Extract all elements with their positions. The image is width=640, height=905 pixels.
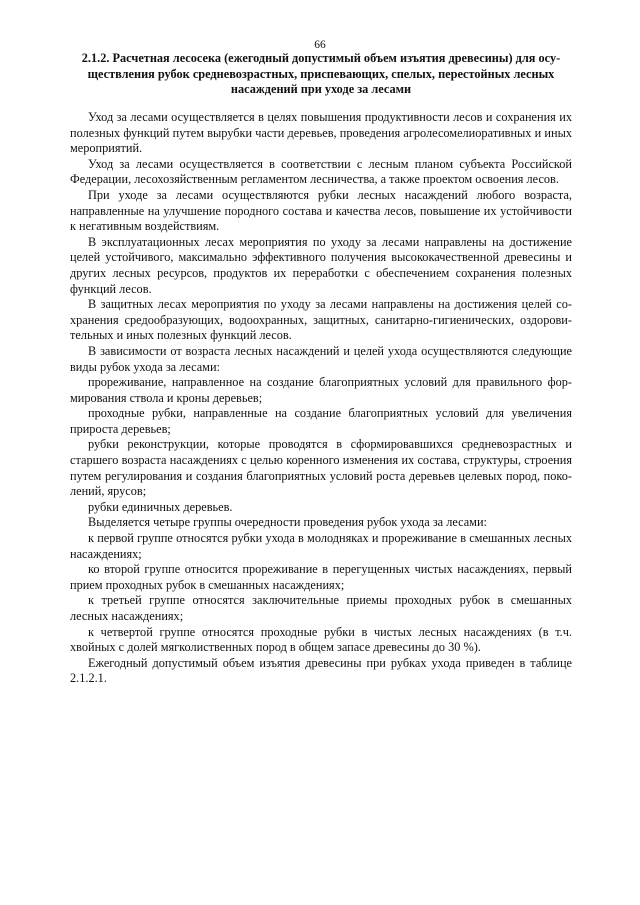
section-heading: 2.1.2. Расчетная лесосека (ежегодный допустимый объем изъятия древесины) для осуществления рубок средневозрастных, приспевающих, спелых, перестойных лесных насаждений при уходе за лесами [81,51,561,96]
paragraph: Выделяется четыре группы очередности проведения рубок ухода за лесами: [88,515,487,530]
body-text [70,110,572,687]
paragraph: Уход за лесами осуществляется в соответствии с лесным планом субъекта Российской Федерации, лесохозяйственным регламентом лесничества, а также проектом освоения лесов. [70,156,572,187]
paragraph: Ежегодный допустимый объем изъятия древесины при рубках ухода приведен в таблице 2.1.2.1. [70,655,572,686]
paragraph: Уход за лесами осуществляется в целях повышения продуктивности лесов и сохранения их полезных функций путем вырубки части деревьев, проведения агролесомелиоративных и иных мероприятий. [70,110,572,156]
list-item: к третьей группе относятся заключительные приемы проходных рубок в смешанных лесных насаждениях; [70,593,572,623]
paragraph: В эксплуатационных лесах мероприятия по уходу за лесами направлены на достижение целей устойчивого, максимально эффективного получения высококачественной древесины и других лесных ресурсов, продуктов их переработки с обеспечением сохранения полезных функций лесов. [70,234,572,296]
list-item: проходные рубки, направленные на создание благоприятных условий для увеличения прироста деревьев; [70,406,572,436]
page-number: 66 [314,39,326,51]
list-item: к четвертой группе относятся проходные рубки в чистых лесных насаждениях (в т.ч. хвойных с долей мягколиственных пород в общем запасе древесины до 30 %). [70,624,572,655]
list-item: рубки единичных деревьев. [88,499,233,514]
paragraph: В зависимости от возраста лесных насаждений и целей ухода осуществляются следующие виды рубок ухода за лесами: [70,343,572,374]
paragraph: В защитных лесах мероприятия по уходу за лесами направлены на достижения целей сохранения средообразующих, водоохранных, защитных, санитарно-гигиенических, оздоровительных и иных полезных функций лесов. [70,297,572,343]
list-item: к первой группе относятся рубки ухода в молодняках и прореживание в смешанных лесных насаждениях; [70,531,572,561]
list-item: рубки реконструкции, которые проводятся в сформировавшихся средневозрастных и старшего возраста насаждениях с целью коренного изменения их состава, структуры, строения путем регулирования и создания благоприятных условий роста деревьев целевых пород, поколений, ярусов; [70,437,572,499]
paragraph: При уходе за лесами осуществляются рубки лесных насаждений любого возраста, направленные на улучшение породного состава и качества лесов, повышение их устойчивости к негативным воздействиям. [70,187,572,234]
list-item: прореживание, направленное на создание благоприятных условий для правильного формирования ствола и кроны деревьев; [70,375,572,405]
list-item: ко второй группе относится прореживание в перегущенных чистых насаждениях, первый прием проходных рубок в смешанных насаждениях; [70,562,572,592]
